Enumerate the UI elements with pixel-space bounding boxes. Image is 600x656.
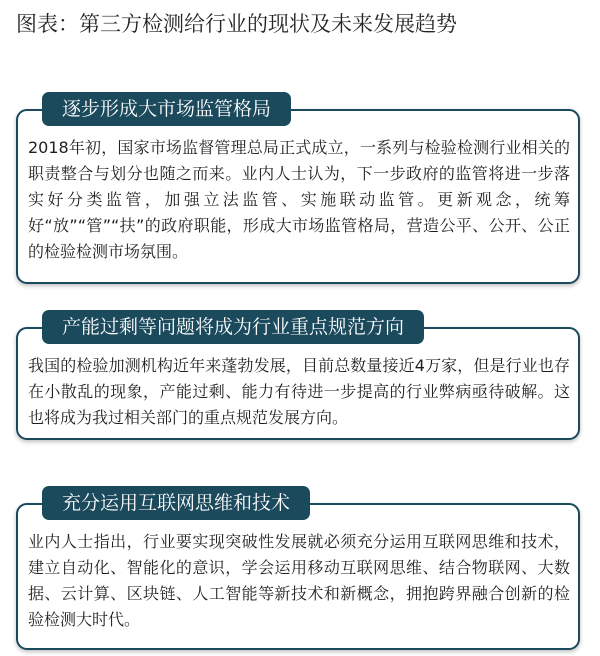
page-title: 图表：第三方检测给行业的现状及未来发展趋势 (16, 12, 457, 36)
section-body: 2018年初，国家市场监督管理总局正式成立，一系列与检验检测行业相关的职责整合与划分也随之而来。业内人士认为，下一步政府的监管将进一步落实好分类监管，加强立法监管、实施联动监管。更新观念，统筹好“放”“管”“扶”的政府职能，形成大市场监管格局，营造公平、公开、公正的检验检测市场氛围。 (28, 138, 570, 261)
section-body: 业内人士指出，行业要实现突破性发展就必须充分运用互联网思维和技术，建立自动化、智能化的意识，学会运用移动互联网思维、结合物联网、大数据、云计算、区块链、人工智能等新技术和新概念，拥抱跨界融合创新的检验检测大时代。 (28, 532, 570, 629)
section-panel-overcapacity (16, 310, 580, 440)
section-panel-internet-technology (16, 486, 580, 650)
section-panel-market-supervision (16, 92, 580, 284)
section-heading: 充分运用互联网思维和技术 (42, 486, 310, 520)
section-body: 我国的检验加测机构近年来蓬勃发展，目前总数量接近4万家，但是行业也存在小散乱的现象，产能过剩、能力有待进一步提高的行业弊病亟待破解。这也将成为我过相关部门的重点规范发展方向。 (28, 356, 570, 427)
section-heading: 产能过剩等问题将成为行业重点规范方向 (42, 310, 424, 344)
section-heading: 逐步形成大市场监管格局 (42, 92, 291, 126)
